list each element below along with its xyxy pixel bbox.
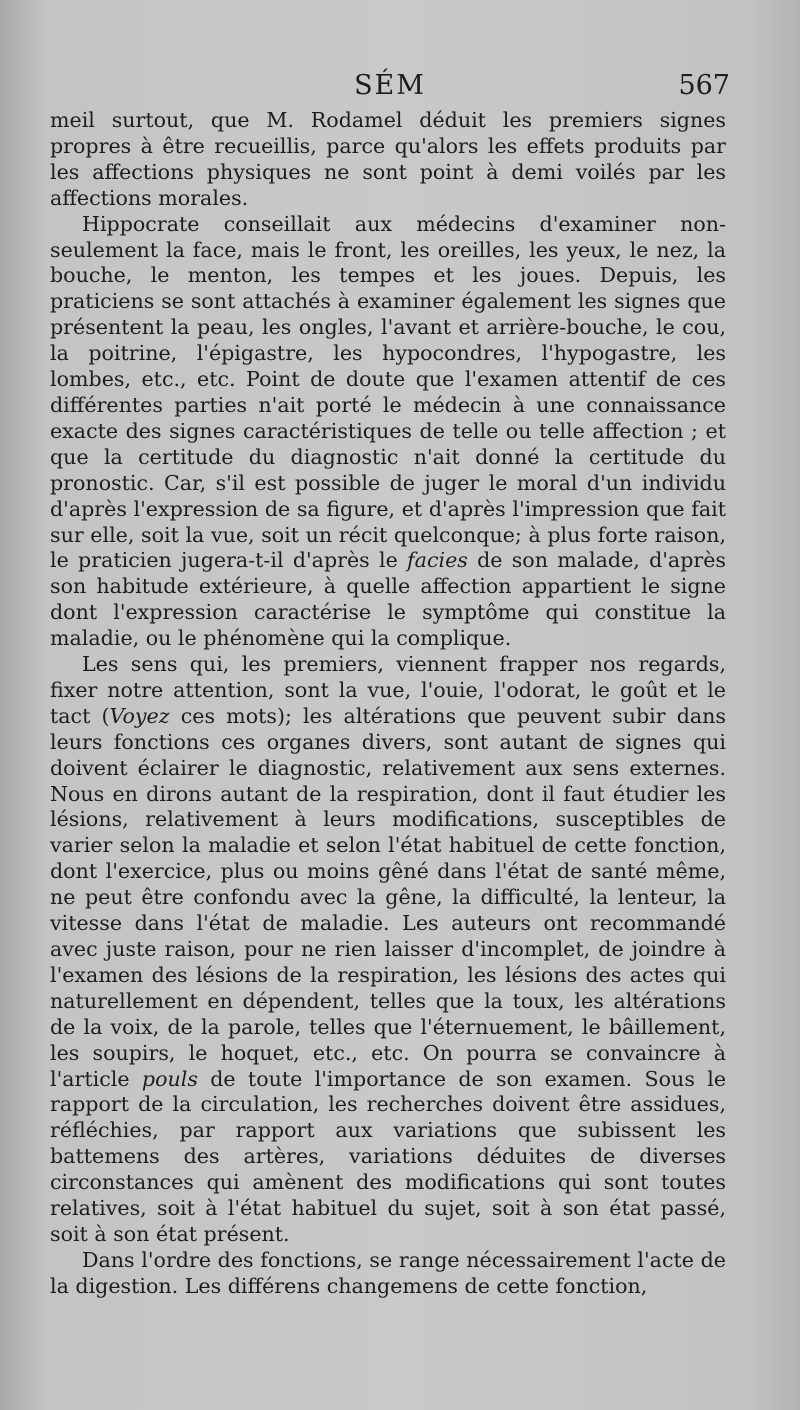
italic-term: Voyez xyxy=(109,703,170,728)
running-title: SÉM xyxy=(354,70,426,101)
body-text xyxy=(50,108,726,1300)
text-run: Dans l'ordre des fonctions, se range nécessairement l'acte de la digestion. Les différens changemens de cette fonction, xyxy=(50,1247,726,1298)
text-run: meil surtout, que M. Rodamel déduit les premiers signes propres à être recueillis, parce qu'alors les effets produits par les affections physiques ne sont point à demi voilés par les affections morales. xyxy=(50,108,726,210)
text-run: Hippocrate conseillait aux médecins d'examiner non-seulement la face, mais le front, les oreilles, les yeux, le nez, la bouche, le menton, les tempes et les joues. Depuis, les praticiens se sont attachés à examiner également les signes que présentent la peau, les ongles, l'avant et arrière-bouche, le cou, la poitrine, l'épigastre, les hypocondres, l'hypogastre, les lombes, etc., etc. Point de doute que l'examen attentif de ces différentes parties n'ait porté le médecin à une connaissance exacte des signes caractéristiques de telle ou telle affection ; et que la certitude du diagnostic n'ait donné la certitude du pronostic. Car, s'il est possible de juger le moral d'un individu d'après l'expression de sa figure, et d'après l'impression que fait sur elle, soit la vue, soit un récit quelconque; à plus forte raison, le praticien jugera-t-il d'après le xyxy=(50,211,726,573)
paragraph xyxy=(50,212,726,652)
italic-term: pouls xyxy=(141,1066,198,1091)
text-run: de son malade, d'après son habitude extérieure, à quelle affection appartient le signe dont l'expression caractérise le symptôme qui constitue la maladie, ou le phénomène qui la complique. xyxy=(50,548,726,651)
text-run: de toute l'importance de son examen. Sous le rapport de la circulation, les recherches doivent être assidues, réfléchies, par rapport aux variations que subissent les battemens des artères, variations déduites de diverses circonstances qui amènent des modifications qui sont toutes relatives, soit à l'état habituel du sujet, soit à son état passé, soit à son état présent. xyxy=(50,1066,727,1246)
italic-term: facies xyxy=(407,548,468,573)
running-header xyxy=(50,70,730,106)
paragraph xyxy=(50,108,726,212)
text-run: Les sens qui, les premiers, viennent frapper nos regards, fixer notre attention, sont la vue, l'ouie, l'odorat, le goût et le tact ( xyxy=(50,652,726,728)
page-number: 567 xyxy=(678,70,730,101)
paragraph xyxy=(50,1248,726,1300)
text-run: ces mots); les altérations que peuvent subir dans leurs fonctions ces organes divers, sont autant de signes qui doivent éclairer le diagnostic, relativement aux sens externes. Nous en dirons autant de la respiration, dont il faut étudier les lésions, relativement à leurs modifications, susceptibles de varier selon la maladie et selon l'état habituel de cette fonction, dont l'exercice, plus ou moins gêné dans l'état de santé même, ne peut être confondu avec la gêne, la difficulté, la lenteur, la vitesse dans l'état de maladie. Les auteurs ont recommandé avec juste raison, pour ne rien laisser d'incomplet, de joindre à l'examen des lésions de la respiration, les lésions des actes qui naturellement en dépendent, telles que la toux, les altérations de la voix, de la parole, telles que l'éternuement, le bâillement, les soupirs, le hoquet, etc., etc. On pourra se convaincre à l'article xyxy=(50,703,726,1091)
paragraph xyxy=(50,652,726,1248)
